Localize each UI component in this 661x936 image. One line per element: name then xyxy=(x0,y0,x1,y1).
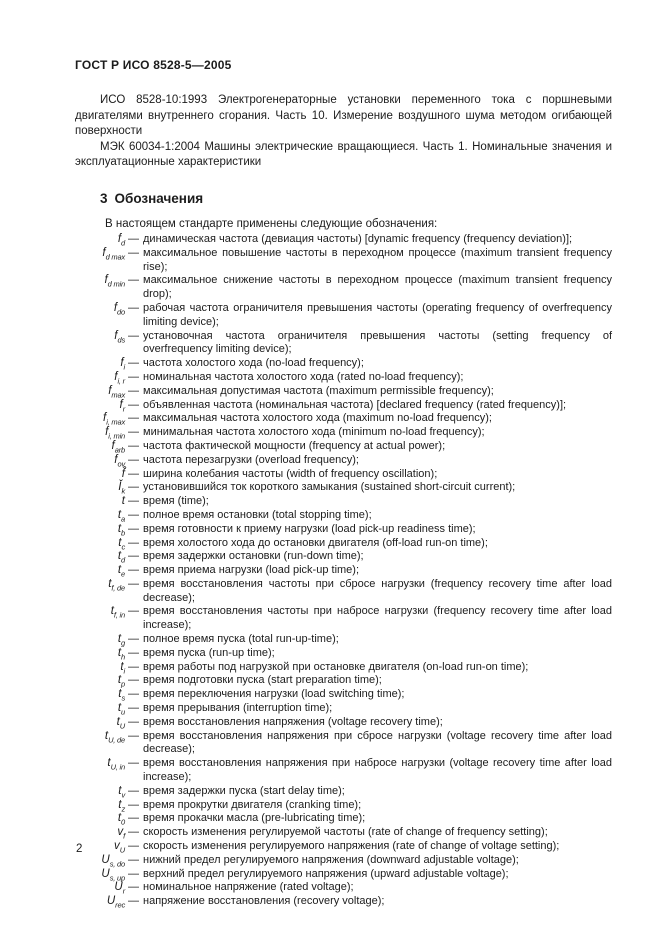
symbol-definition-row xyxy=(75,564,612,578)
dash-separator: — xyxy=(128,495,139,508)
symbol-definition-row xyxy=(75,357,612,371)
symbol-definition-row xyxy=(75,550,612,564)
dash-separator: — xyxy=(128,564,139,577)
symbol-definition-row xyxy=(75,895,612,909)
dash-separator: — xyxy=(128,729,139,742)
dash-separator: — xyxy=(128,605,139,618)
symbol: $t_a$ xyxy=(117,508,125,524)
symbol: $t_{U, de}$ xyxy=(104,729,125,744)
dash-separator: — xyxy=(128,840,139,853)
dash-separator: — xyxy=(128,232,139,245)
dash-separator: — xyxy=(128,798,139,811)
symbol-definition-text: время подготовки пуска (start preparation time); xyxy=(143,674,382,687)
symbol: $t_{U, in}$ xyxy=(107,757,125,772)
symbol-definition-row xyxy=(75,730,612,758)
symbol: $t_i$ xyxy=(120,660,125,675)
dash-separator: — xyxy=(128,881,139,894)
symbol-definition-text: минимальная частота холостого хода (minimum no-load frequency); xyxy=(143,426,485,439)
symbol-definition-text: динамическая частота (девиация частоты) [dynamic frequency (frequency deviation)]; xyxy=(143,232,573,245)
symbol-definition-text: время восстановления напряжения (voltage recovery time); xyxy=(143,715,443,728)
symbol-definition-text: верхний предел регулируемого напряжения (upward adjustable voltage); xyxy=(143,867,509,880)
page-number: 2 xyxy=(76,843,83,855)
symbol-definition-text: максимальное снижение частоты в переходном процессе (maximum transient frequency drop); xyxy=(143,274,612,301)
symbol: $f_{i, r}$ xyxy=(114,370,125,386)
symbol: $t_U$ xyxy=(116,715,125,731)
symbol: $v_f$ xyxy=(117,826,125,841)
symbol-definition-row xyxy=(75,647,612,661)
symbol-definition-row xyxy=(75,840,612,854)
symbol-definition-row xyxy=(75,385,612,399)
symbol: $f_{i, max}$ xyxy=(102,412,125,427)
dash-separator: — xyxy=(128,633,139,646)
symbol: $f_{ov}$ xyxy=(114,453,125,469)
dash-separator: — xyxy=(128,439,139,452)
symbol: $f_{ds}$ xyxy=(114,329,125,344)
symbol: $t_u$ xyxy=(117,702,125,717)
dash-separator: — xyxy=(128,688,139,701)
symbol: $Ǐ_k$ xyxy=(118,481,125,496)
symbol-definition-text: время прокрутки двигателя (cranking time); xyxy=(143,798,362,811)
symbol-definition-row xyxy=(75,330,612,358)
dash-separator: — xyxy=(128,867,139,880)
dash-separator: — xyxy=(128,853,139,866)
symbol-definition-row xyxy=(75,509,612,523)
symbol: $t_d$ xyxy=(117,550,125,565)
dash-separator: — xyxy=(128,357,139,370)
symbol: $f_{arb}$ xyxy=(111,439,125,455)
symbol: $t_v$ xyxy=(118,784,125,800)
symbol: $f_{do}$ xyxy=(113,301,125,317)
symbol-definition-row xyxy=(75,440,612,454)
symbol: $U_{rec}$ xyxy=(106,895,125,910)
symbol-definition-text: время прокачки масла (pre-lubricating time); xyxy=(143,812,366,825)
symbol-definition-text: время восстановления частоты при сбросе нагрузки (frequency recovery time after load decrease); xyxy=(143,577,612,604)
symbol-definition-text: объявленная частота (номинальная частота) [declared frequency (rated frequency)]; xyxy=(143,398,567,411)
symbol-definition-row xyxy=(75,674,612,688)
reference-paragraph: ИСО 8528-10:1993 Электрогенераторные установки переменного тока с поршневыми двигателями внутреннего сгорания. Часть 10. Измерение воздушного шума методом огибающей поверхности xyxy=(75,94,612,138)
dash-separator: — xyxy=(128,301,139,314)
symbol-definition-row xyxy=(75,495,612,509)
symbol: $t_0$ xyxy=(117,812,125,827)
symbol-definition-text: установочная частота ограничителя превышения частоты (setting frequency of overfrequency limiting device); xyxy=(143,329,612,356)
symbol-definition-text: частота перезагрузки (overload frequency); xyxy=(143,453,359,466)
dash-separator: — xyxy=(128,660,139,673)
symbol-definition-row xyxy=(75,399,612,413)
symbol-definition-text: рабочая частота ограничителя превышения частоты (operating frequency of overfrequency limiting device); xyxy=(143,301,612,328)
symbol: $U_{s, up}$ xyxy=(101,867,125,882)
symbol-definition-row xyxy=(75,785,612,799)
symbol-definition-row xyxy=(75,274,612,302)
symbol: $f_d$ xyxy=(117,232,125,248)
symbol-definition-text: ширина колебания частоты (width of frequency oscillation); xyxy=(143,467,438,480)
symbol-definition-row xyxy=(75,578,612,606)
symbol-definition-row xyxy=(75,371,612,385)
symbol-definition-text: время задержки остановки (run-down time); xyxy=(143,550,364,563)
symbol-definition-text: время задержки пуска (start delay time); xyxy=(143,784,345,797)
section-number: 3 xyxy=(100,190,108,206)
symbol: $v_U$ xyxy=(114,840,125,855)
dash-separator: — xyxy=(128,481,139,494)
symbol: $t_h$ xyxy=(117,646,125,662)
dash-separator: — xyxy=(128,674,139,687)
symbol: $t_s$ xyxy=(118,688,125,703)
dash-separator: — xyxy=(128,826,139,839)
symbol: $f_{i, min}$ xyxy=(105,426,125,441)
symbol-definition-text: время восстановления частоты при набросе нагрузки (frequency recovery time after load increase); xyxy=(143,605,612,632)
references-block xyxy=(75,93,612,171)
symbol-definition-row xyxy=(75,633,612,647)
symbol: t xyxy=(121,495,125,508)
symbol: $t_e$ xyxy=(117,564,125,579)
dash-separator: — xyxy=(128,550,139,563)
dash-separator: — xyxy=(128,274,139,287)
symbol: $t_p$ xyxy=(117,674,125,689)
dash-separator: — xyxy=(128,895,139,908)
symbol-definition-text: время (time); xyxy=(143,495,209,508)
symbol-definition-row xyxy=(75,605,612,633)
symbol-definition-row xyxy=(75,881,612,895)
symbol-definition-row xyxy=(75,481,612,495)
symbol: $t_c$ xyxy=(118,536,125,551)
symbol-definition-row xyxy=(75,233,612,247)
symbol-definition-row xyxy=(75,468,612,482)
symbol: $f_{max}$ xyxy=(108,384,125,400)
symbol-definition-text: частота холостого хода (no-load frequency); xyxy=(143,357,364,370)
symbol-definition-row xyxy=(75,826,612,840)
dash-separator: — xyxy=(128,536,139,549)
symbol-definition-row xyxy=(75,688,612,702)
symbol-definition-row xyxy=(75,716,612,730)
dash-separator: — xyxy=(128,412,139,425)
symbol: $f_r$ xyxy=(119,398,125,413)
document-header: ГОСТ Р ИСО 8528-5—2005 xyxy=(75,58,232,72)
dash-separator: — xyxy=(128,370,139,383)
symbol-definition-text: максимальное повышение частоты в переходном процессе (maximum transient frequency rise); xyxy=(143,246,612,273)
symbol-definition-row xyxy=(75,799,612,813)
dash-separator: — xyxy=(128,398,139,411)
symbol-definition-text: время работы под нагрузкой при остановке двигателя (on-load run-on time); xyxy=(143,660,529,673)
symbol-definition-row xyxy=(75,412,612,426)
symbol-definition-row xyxy=(75,757,612,785)
symbol-definition-text: полное время остановки (total stopping time); xyxy=(143,508,372,521)
dash-separator: — xyxy=(128,757,139,770)
symbol: $t_z$ xyxy=(118,798,125,813)
dash-separator: — xyxy=(128,426,139,439)
symbols-intro-text: В настоящем стандарте применены следующие обозначения: xyxy=(105,217,438,230)
dash-separator: — xyxy=(128,508,139,521)
symbol: $f_i$ xyxy=(120,357,125,372)
symbol-definition-text: время пуска (run-up time); xyxy=(143,646,275,659)
symbol: $t_{f, in}$ xyxy=(110,605,125,620)
section-title: Обозначения xyxy=(114,190,204,206)
symbol-definition-row xyxy=(75,454,612,468)
dash-separator: — xyxy=(128,467,139,480)
symbol-definition-text: номинальная частота холостого хода (rated no-load frequency); xyxy=(143,370,464,383)
symbol-definition-text: максимальная допустимая частота (maximum permissible frequency); xyxy=(143,384,494,397)
symbol-definition-text: полное время пуска (total run-up-time); xyxy=(143,633,339,646)
dash-separator: — xyxy=(128,646,139,659)
symbol-definition-text: время восстановления напряжения при набросе нагрузки (voltage recovery time after load increase); xyxy=(143,757,612,784)
symbol-definition-text: максимальная частота холостого хода (maximum no-load frequency); xyxy=(143,412,492,425)
symbol-definition-text: время прерывания (interruption time); xyxy=(143,702,333,715)
reference-paragraph: МЭК 60034-1:2004 Машины электрические вращающиеся. Часть 1. Номинальные значения и эксплуатационные характеристики xyxy=(75,140,612,169)
dash-separator: — xyxy=(128,812,139,825)
symbol-definition-row xyxy=(75,661,612,675)
dash-separator: — xyxy=(128,384,139,397)
symbol-definition-row xyxy=(75,523,612,537)
symbol-definition-row xyxy=(75,868,612,882)
symbol-definition-row xyxy=(75,812,612,826)
symbol-definition-text: скорость изменения регулируемого напряжения (rate of change of voltage setting); xyxy=(143,840,560,853)
dash-separator: — xyxy=(128,784,139,797)
dash-separator: — xyxy=(128,715,139,728)
symbol: $t_{f, de}$ xyxy=(108,577,125,593)
dash-separator: — xyxy=(128,246,139,259)
symbol-definition-text: установившийся ток короткого замыкания (sustained short-circuit current); xyxy=(143,481,516,494)
symbol: $f_{d min}$ xyxy=(104,274,125,289)
symbol-definition-text: время восстановления напряжения при сбросе нагрузки (voltage recovery time after load decrease); xyxy=(143,729,612,756)
dash-separator: — xyxy=(128,702,139,715)
symbol-definition-text: номинальное напряжение (rated voltage); xyxy=(143,881,354,894)
symbol: $t_b$ xyxy=(117,522,125,537)
symbol-definition-text: напряжение восстановления (recovery voltage); xyxy=(143,895,385,908)
symbol-definition-text: нижний предел регулируемого напряжения (downward adjustable voltage); xyxy=(143,853,519,866)
dash-separator: — xyxy=(128,329,139,342)
symbol: $U_r$ xyxy=(114,881,125,896)
symbol-definition-row xyxy=(75,702,612,716)
dash-separator: — xyxy=(128,577,139,590)
symbol-definition-row xyxy=(75,247,612,275)
symbols-list xyxy=(75,233,612,909)
symbol-definition-row xyxy=(75,537,612,551)
symbol-definition-row xyxy=(75,302,612,330)
symbol-definition-text: время переключения нагрузки (load switching time); xyxy=(143,688,405,701)
symbol: $f_{d max}$ xyxy=(102,246,125,262)
dash-separator: — xyxy=(128,522,139,535)
symbol-definition-row xyxy=(75,854,612,868)
symbol-definition-text: скорость изменения регулируемой частоты (rate of change of frequency setting); xyxy=(143,826,548,839)
symbol-definition-text: время готовности к приему нагрузки (load pick-up readiness time); xyxy=(143,522,476,535)
symbol-definition-text: время холостого хода до остановки двигателя (off-load run-on time); xyxy=(143,536,488,549)
symbol: $U_{s, do}$ xyxy=(101,853,125,869)
symbol: $t_g$ xyxy=(117,633,125,648)
symbol: f̂ xyxy=(121,467,125,480)
dash-separator: — xyxy=(128,453,139,466)
symbol-definition-text: время приема нагрузки (load pick-up time); xyxy=(143,564,360,577)
symbol-definition-row xyxy=(75,426,612,440)
symbol-definition-text: частота фактической мощности (frequency at actual power); xyxy=(143,439,446,452)
section-heading xyxy=(100,191,612,206)
